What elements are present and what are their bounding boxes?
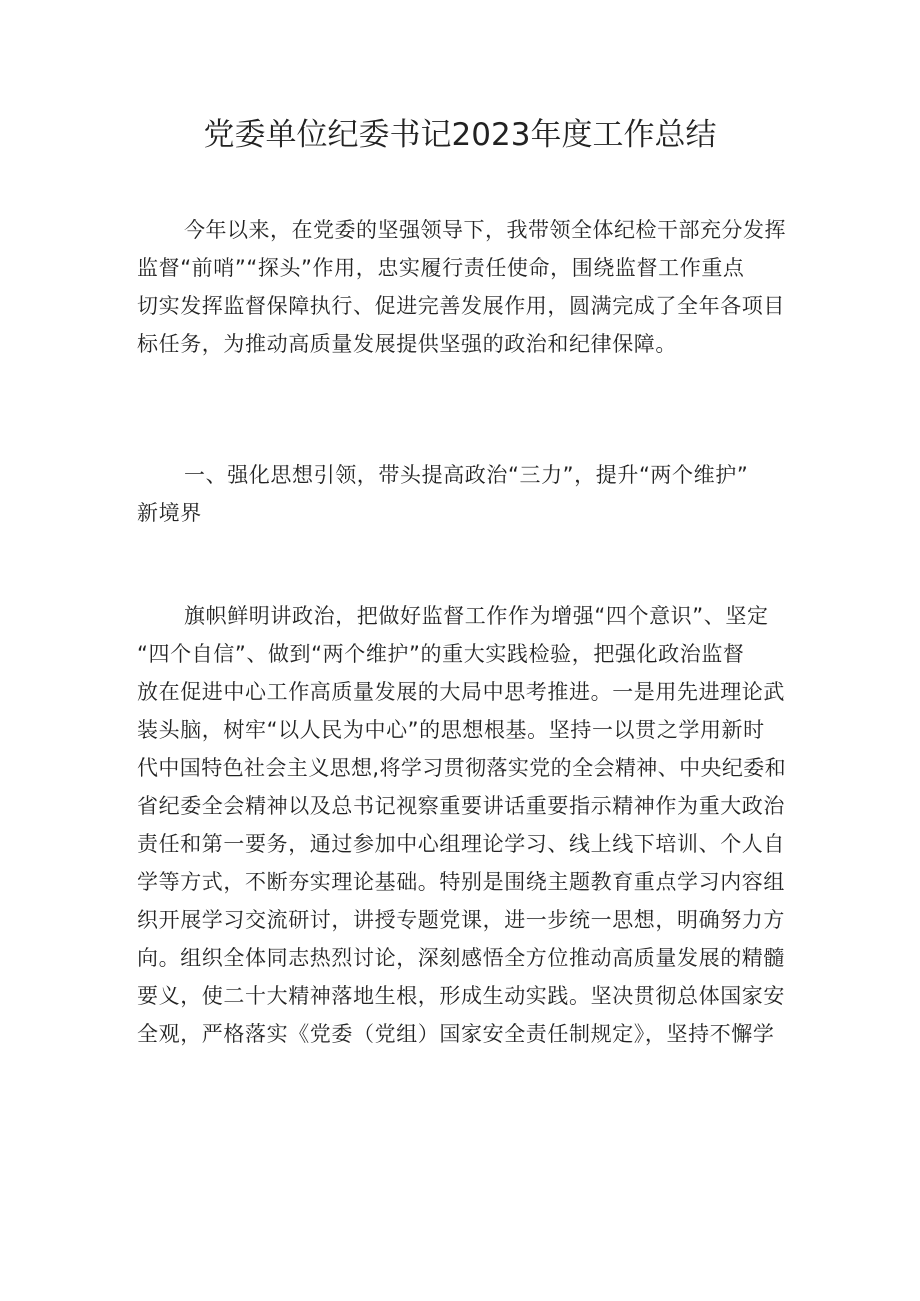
document-title: 党委单位纪委书记2023年度工作总结 xyxy=(203,117,717,153)
body-line: 责任和第一要务，通过参加中心组理论学习、线上线下培训、个人自 xyxy=(137,832,785,856)
body-line: 旗帜鲜明讲政治，把做好监督工作作为增强“四个意识”、坚定 xyxy=(184,604,769,628)
body-line: 学等方式，不断夯实理论基础。特别是围绕主题教育重点学习内容组 xyxy=(137,870,785,894)
body-line: 放在促进中心工作高质量发展的大局中思考推进。一是用先进理论武 xyxy=(137,680,785,704)
section-heading xyxy=(137,456,787,532)
body-line: 装头脑，树牢“以人民为中心”的思想根基。坚持一以贯之学用新时 xyxy=(137,718,765,742)
body-line: 省纪委全会精神以及总书记视察重要讲话重要指示精神作为重大政治 xyxy=(137,794,785,818)
body-line: 向。组织全体同志热烈讨论，深刻感悟全方位推动高质量发展的精髓 xyxy=(137,946,785,970)
intro-line: 切实发挥监督保障执行、促进完善发展作用，圆满完成了全年各项目 xyxy=(137,294,785,318)
body-line: 全观，严格落实《党委（党组）国家安全责任制规定》，坚持不懈学 xyxy=(137,1022,775,1046)
intro-line: 标任务，为推动高质量发展提供坚强的政治和纪律保障。 xyxy=(137,332,677,356)
intro-line: 监督“前哨”“探头”作用，忠实履行责任使命，围绕监督工作重点 xyxy=(137,256,745,280)
body-paragraph xyxy=(137,597,787,1053)
body-line: 代中国特色社会主义思想,将学习贯彻落实党的全会精神、中央纪委和 xyxy=(137,756,787,780)
intro-line: 今年以来，在党委的坚强领导下，我带领全体纪检干部充分发挥 xyxy=(184,218,786,242)
body-line: 织开展学习交流研讨，讲授专题党课，进一步统一思想，明确努力方 xyxy=(137,908,785,932)
body-line: 要义，使二十大精神落地生根，形成生动实践。坚决贯彻总体国家安 xyxy=(137,984,785,1008)
body-line: “四个自信”、做到“两个维护”的重大实践检验，把强化政治监督 xyxy=(137,642,745,666)
intro-paragraph xyxy=(137,211,787,363)
heading-line: 新境界 xyxy=(137,501,202,525)
heading-line: 一、强化思想引领，带头提高政治“三力”，提升“两个维护” xyxy=(184,463,749,487)
